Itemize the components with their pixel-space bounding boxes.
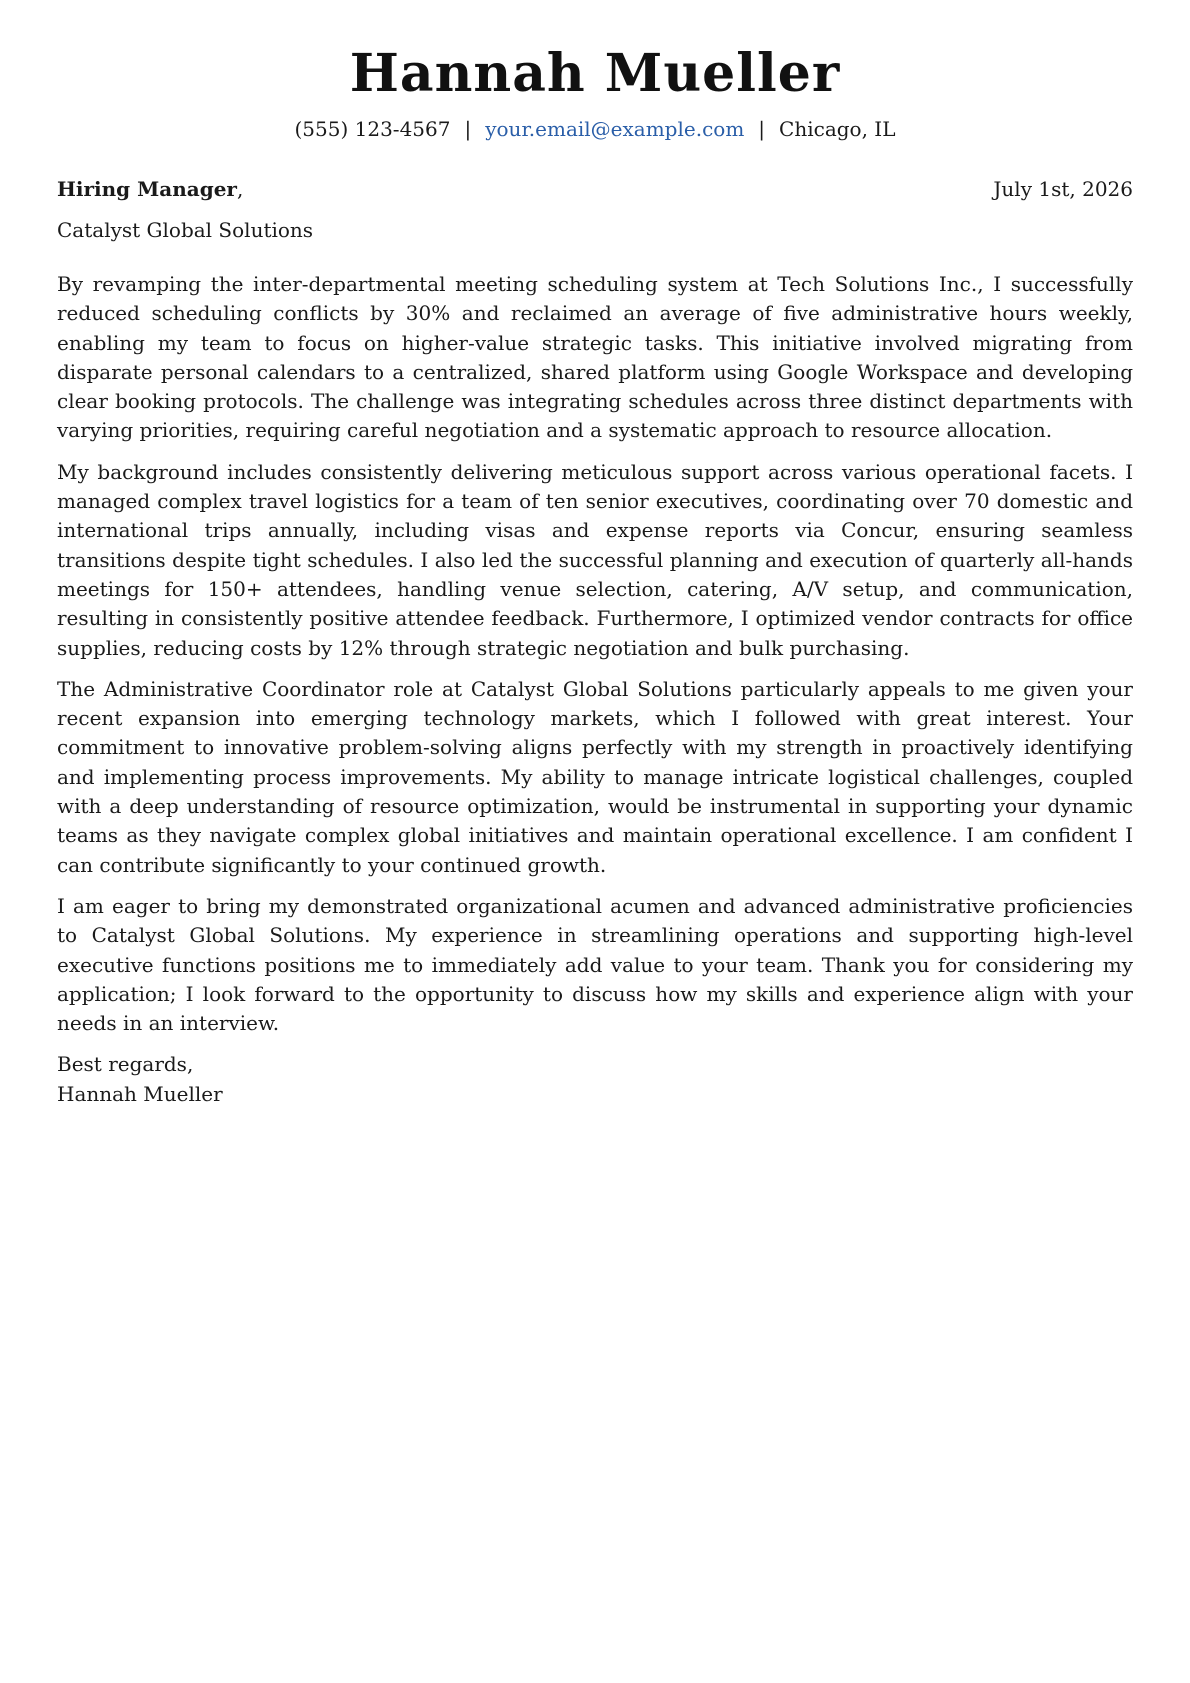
location: Chicago, IL — [779, 117, 896, 141]
applicant-name: Hannah Mueller — [349, 43, 841, 104]
phone-number: (555) 123-4567 — [294, 117, 451, 141]
contact-line — [57, 116, 1133, 142]
body-paragraph: My background includes consistently delivering meticulous support across various operational facets. I managed complex travel logistics for a team of ten senior executives, coordinating over 70 domestic and international trips annually, including visas and expense reports via Concur, ensuring seamless transitions despite tight schedules. I also led the successful planning and execution of quarterly all-hands meetings for 150+ attendees, handling venue selection, catering, A/V setup, and communication, resulting in consistently positive attendee feedback. Furthermore, I optimized vendor contracts for office supplies, reducing costs by 12% through strategic negotiation and bulk purchasing. — [57, 459, 1133, 660]
recipient-company: Catalyst Global Solutions — [57, 218, 314, 242]
recipient-title-suffix: , — [236, 177, 244, 201]
contact-separator: | — [464, 117, 472, 141]
recipient-date-row — [57, 176, 1133, 202]
letter-closing — [57, 1050, 1133, 1109]
body-paragraph: I am eager to bring my demonstrated organizational acumen and advanced administrative proficiencies to Catalyst Global Solutions. My experience in streamlining operations and supporting high-level executive functions positions me to immediately add value to your team. Thank you for considering my application; I look forward to the opportunity to discuss how my skills and experience align with your needs in an interview. — [57, 893, 1133, 1036]
body-paragraph: The Administrative Coordinator role at Catalyst Global Solutions particularly appeals to me given your recent expansion into emerging technology markets, which I followed with great interest. Your commitment to innovative problem-solving aligns perfectly with my strength in proactively identifying and implementing process improvements. My ability to manage intricate logistical challenges, coupled with a deep understanding of resource optimization, would be instrumental in supporting your dynamic teams as they navigate complex global initiatives and maintain operational excellence. I am confident I can contribute significantly to your continued growth. — [57, 676, 1133, 877]
closing-salutation: Best regards, — [57, 1052, 194, 1077]
email-link[interactable]: your.email@example.com — [485, 117, 745, 141]
recipient-title: Hiring Manager — [57, 177, 237, 201]
body-paragraph: By revamping the inter-departmental meeting scheduling system at Tech Solutions Inc., I successfully reduced scheduling conflicts by 30% and reclaimed an average of five administrative hours weekly, enabling my team to focus on higher-value strategic tasks. This initiative involved migrating from disparate personal calendars to a centralized, shared platform using Google Workspace and developing clear booking protocols. The challenge was integrating schedules across three distinct departments with varying priorities, requiring careful negotiation and a systematic approach to resource allocation. — [57, 272, 1133, 443]
signature-name: Hannah Mueller — [57, 1081, 223, 1106]
letter-header — [57, 0, 1133, 142]
letter-body — [57, 270, 1133, 1038]
contact-separator: | — [758, 117, 766, 141]
recipient-line — [57, 176, 243, 202]
letter-date: July 1st, 2026 — [993, 177, 1133, 201]
